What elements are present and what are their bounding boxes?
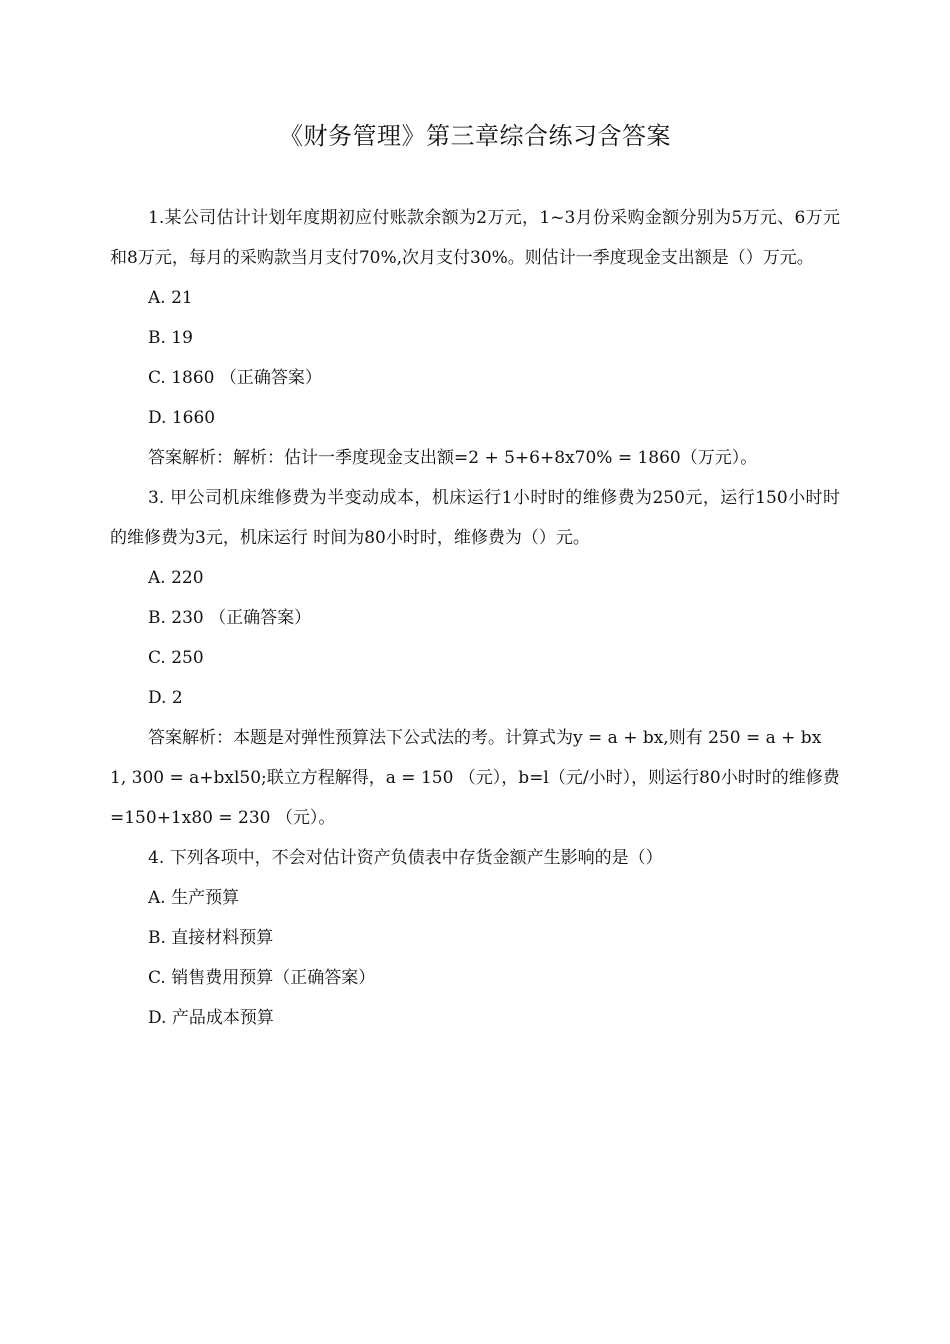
- option-d: D. 产品成本预算: [148, 1008, 274, 1028]
- question-list: [110, 198, 840, 1038]
- question-stem: 4. 下列各项中，不会对估计资产负债表中存货金额产生影响的是（）: [148, 848, 663, 868]
- question-1: [110, 198, 840, 478]
- answer-explanation: 答案解析：解析：估计一季度现金支出额=2 + 5+6+8x70% = 1860（万元）。: [148, 448, 758, 468]
- option-d: D. 2: [148, 688, 183, 708]
- option-a: A. 21: [148, 288, 193, 308]
- answer-explanation: 答案解析：本题是对弹性预算法下公式法的考。计算式为y = a + bx,则有 250 = a + bx 1, 300 = a+bxl50;联立方程解得，a = 150 （元），b=l（元/小时），则运行80小时时的维修费=150+1x80 = 230 （元）。: [110, 728, 840, 828]
- question-stem: 3. 甲公司机床维修费为半变动成本，机床运行1小时时的维修费为250元，运行150小时时的维修费为3元，机床运行 时间为80小时时，维修费为（）元。: [110, 488, 840, 548]
- option-c: C. 250: [148, 648, 204, 668]
- option-d: D. 1660: [148, 408, 216, 428]
- page-title: 《财务管理》第三章综合练习含答案: [279, 122, 671, 150]
- option-b: B. 19: [148, 328, 193, 348]
- option-c: C. 1860 （正确答案）: [148, 368, 322, 388]
- option-b: B. 直接材料预算: [148, 928, 274, 948]
- option-a: A. 220: [148, 568, 204, 588]
- question-stem: 1.某公司估计计划年度期初应付账款余额为2万元，1~3月份采购金额分别为5万元、6万元和8万元，每月的采购款当月支付70%,次月支付30%。则估计一季度现金支出额是（）万元。: [110, 208, 840, 268]
- option-a: A. 生产预算: [148, 888, 240, 908]
- question-3: [110, 478, 840, 838]
- option-c: C. 销售费用预算（正确答案）: [148, 968, 376, 988]
- option-b: B. 230 （正确答案）: [148, 608, 312, 628]
- question-4: [110, 838, 840, 1038]
